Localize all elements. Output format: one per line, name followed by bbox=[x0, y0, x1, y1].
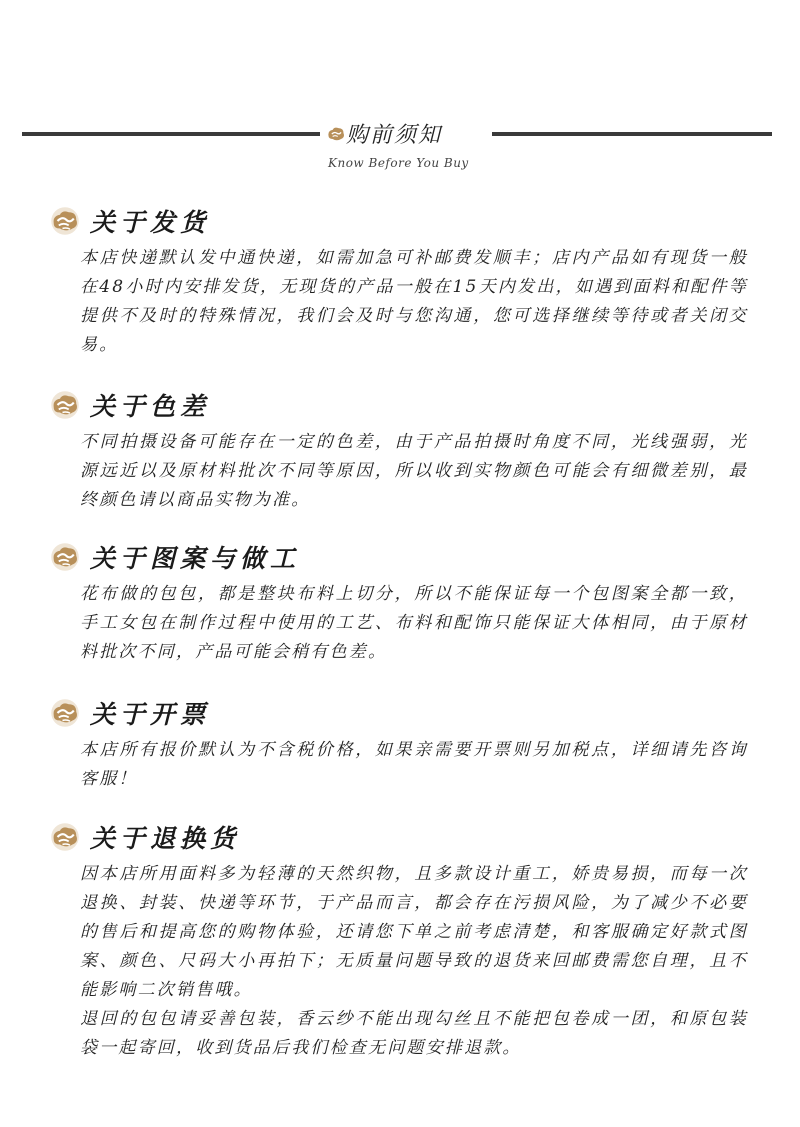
page-header bbox=[22, 118, 772, 178]
section-title: 关于发货 bbox=[90, 208, 211, 237]
section-title: 关于色差 bbox=[90, 392, 211, 421]
section-paragraph: 本店所有报价默认为不含税价格，如果亲需要开票则另加税点，详细请先咨询客服！ bbox=[80, 740, 748, 789]
section-body bbox=[50, 244, 750, 360]
section-heading bbox=[50, 820, 750, 854]
info-section-1 bbox=[50, 204, 750, 360]
cloud-seal-icon bbox=[50, 822, 80, 852]
page-subtitle: Know Before You Buy bbox=[328, 156, 469, 170]
section-paragraph: 花布做的包包，都是整块布料上切分，所以不能保证每一个包图案全都一致，手工女包在制作过程中使用的工艺、布料和配饰只能保证大体相同，由于原材料批次不同，产品可能会稍有色差。 bbox=[80, 584, 748, 662]
info-section-2 bbox=[50, 388, 750, 515]
info-section-5 bbox=[50, 820, 750, 1063]
header-rule-left bbox=[22, 132, 320, 136]
section-title: 关于图案与做工 bbox=[90, 544, 301, 573]
section-body bbox=[50, 860, 750, 1063]
section-title: 关于开票 bbox=[90, 700, 211, 729]
info-section-4 bbox=[50, 696, 750, 794]
section-body bbox=[50, 428, 750, 515]
header-rule-right bbox=[492, 132, 772, 136]
section-title: 关于退换货 bbox=[90, 824, 241, 853]
section-body bbox=[50, 736, 750, 794]
cloud-seal-icon bbox=[50, 206, 80, 236]
page-title: 购前须知 bbox=[346, 123, 443, 148]
cloud-seal-icon bbox=[50, 542, 80, 572]
section-paragraph: 退回的包包请妥善包装，香云纱不能出现勾丝且不能把包卷成一团，和原包装袋一起寄回，收到货品后我们检查无问题安排退款。 bbox=[80, 1009, 748, 1058]
cloud-seal-icon bbox=[50, 390, 80, 420]
section-heading bbox=[50, 696, 750, 730]
info-section-3 bbox=[50, 540, 750, 667]
header-title-wrap bbox=[326, 118, 442, 149]
section-body bbox=[50, 580, 750, 667]
section-paragraph: 本店快递默认发中通快递，如需加急可补邮费发顺丰；店内产品如有现货一般在48小时内安排发货，无现货的产品一般在15天内发出，如遇到面料和配件等提供不及时的特殊情况，我们会及时与您沟通，您可选择继续等待或者关闭交易。 bbox=[80, 248, 748, 355]
section-paragraph: 不同拍摄设备可能存在一定的色差，由于产品拍摄时角度不同，光线强弱，光源远近以及原材料批次不同等原因，所以收到实物颜色可能会有细微差别，最终颜色请以商品实物为准。 bbox=[80, 432, 748, 510]
section-heading bbox=[50, 388, 750, 422]
cloud-seal-icon bbox=[326, 124, 346, 144]
section-paragraph: 因本店所用面料多为轻薄的天然织物，且多款设计重工，娇贵易损，而每一次退换、封装、快递等环节，于产品而言，都会存在污损风险，为了减少不必要的售后和提高您的购物体验，还请您下单之前考虑清楚，和客服确定好款式图案、颜色、尺码大小再拍下；无质量问题导致的退货来回邮费需您自理，且不能影响二次销售哦。 bbox=[80, 864, 748, 1000]
section-heading bbox=[50, 540, 750, 574]
cloud-seal-icon bbox=[50, 698, 80, 728]
section-heading bbox=[50, 204, 750, 238]
